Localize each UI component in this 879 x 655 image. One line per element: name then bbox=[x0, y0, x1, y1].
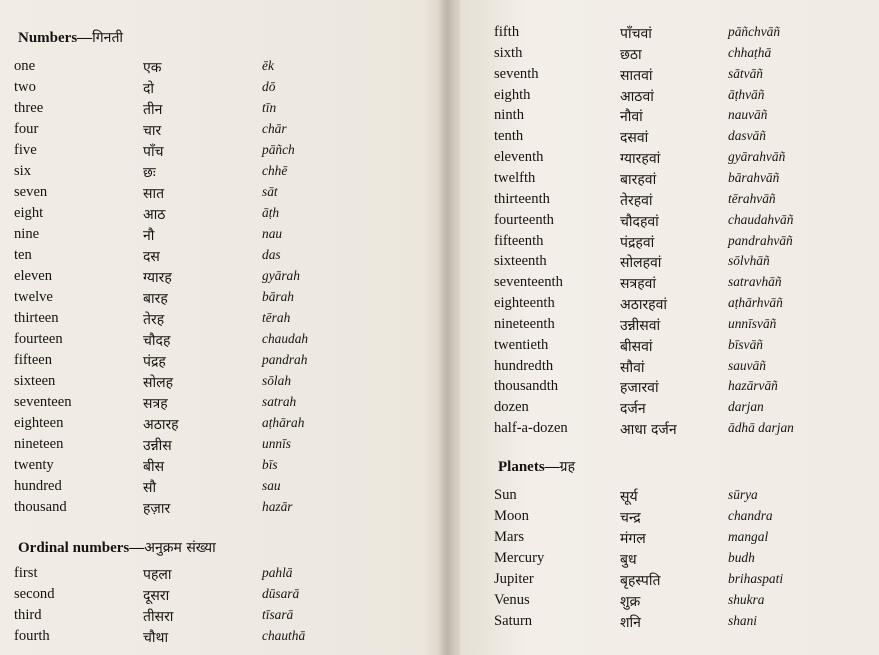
section-title-en: Ordinal numbers bbox=[18, 540, 130, 556]
right-page bbox=[458, 0, 879, 655]
hindi-word: सौवां bbox=[620, 359, 645, 376]
english-word: sixteenth bbox=[494, 253, 547, 270]
vocab-row bbox=[0, 100, 440, 121]
hindi-word: पंद्रहवां bbox=[620, 234, 655, 251]
english-word: half-a-dozen bbox=[494, 420, 568, 437]
vocab-row bbox=[458, 253, 879, 274]
hindi-word: आठ bbox=[143, 207, 166, 223]
english-word: Mars bbox=[494, 529, 524, 545]
section-title: Numbers—गिनती bbox=[18, 30, 124, 46]
hindi-word: दर्जन bbox=[620, 401, 646, 418]
vocab-row bbox=[0, 499, 440, 520]
english-word: tenth bbox=[494, 128, 524, 145]
vocab-row bbox=[458, 24, 879, 45]
hindi-word: दस bbox=[143, 249, 160, 265]
transliteration: pandrah bbox=[262, 352, 308, 367]
english-word: twentieth bbox=[494, 336, 549, 353]
english-word: fourteen bbox=[14, 331, 63, 347]
transliteration: sātvāñ bbox=[728, 65, 763, 81]
vocab-row bbox=[458, 529, 879, 550]
vocab-row bbox=[458, 358, 879, 379]
transliteration: aṭhārhvāñ bbox=[728, 295, 783, 311]
english-word: nine bbox=[14, 226, 40, 242]
hindi-word: नौ bbox=[143, 228, 155, 244]
hindi-word: ग्यारह bbox=[143, 270, 172, 286]
section-title-hi: ग्रह bbox=[559, 459, 576, 475]
hindi-word: पंद्रह bbox=[143, 354, 166, 370]
hindi-word: सत्रहवां bbox=[620, 276, 657, 293]
section-title: Planets—ग्रह bbox=[498, 459, 576, 475]
vocab-row bbox=[0, 415, 440, 436]
english-word: ten bbox=[14, 247, 32, 263]
english-word: thousandth bbox=[494, 378, 559, 395]
transliteration: tērah bbox=[262, 310, 291, 325]
transliteration: shukra bbox=[728, 592, 765, 607]
hindi-word: तेरहवां bbox=[620, 192, 653, 209]
english-word: Moon bbox=[494, 508, 529, 524]
vocab-row bbox=[0, 79, 440, 100]
vocab-row bbox=[0, 565, 440, 586]
vocab-row bbox=[458, 487, 879, 508]
transliteration: chandra bbox=[728, 508, 773, 523]
transliteration: pāñchvāñ bbox=[728, 24, 781, 39]
transliteration: hazārvāñ bbox=[728, 378, 778, 394]
vocab-row bbox=[0, 289, 440, 310]
transliteration: tīsarā bbox=[262, 607, 294, 622]
transliteration: satravhāñ bbox=[728, 274, 782, 290]
hindi-word: उन्नीस bbox=[143, 438, 172, 454]
vocab-row bbox=[458, 212, 879, 233]
hindi-word: पहला bbox=[143, 567, 172, 583]
english-word: seventh bbox=[494, 65, 539, 82]
transliteration: sauvāñ bbox=[728, 357, 766, 373]
transliteration: sōlvhāñ bbox=[728, 253, 770, 269]
vocab-row bbox=[458, 337, 879, 358]
transliteration: chaudahvāñ bbox=[728, 211, 794, 227]
english-word: twelve bbox=[14, 289, 53, 305]
english-word: thirteen bbox=[14, 310, 59, 326]
transliteration: chauthā bbox=[262, 628, 306, 643]
vocab-row bbox=[458, 508, 879, 529]
english-word: hundredth bbox=[494, 357, 554, 374]
hindi-word: तीसरा bbox=[143, 609, 174, 625]
hindi-word: पाँच bbox=[143, 144, 164, 160]
hindi-word: बारहवां bbox=[620, 171, 657, 188]
transliteration: bīsvāñ bbox=[728, 336, 763, 352]
hindi-word: बारह bbox=[143, 291, 168, 307]
vocab-row bbox=[458, 45, 879, 66]
hindi-word: सोलह bbox=[143, 375, 174, 391]
english-word: second bbox=[14, 586, 55, 602]
section-title-hi: गिनती bbox=[92, 30, 124, 46]
hindi-word: नौवां bbox=[620, 109, 643, 126]
section-title-hi: अनुक्रम संख्या bbox=[144, 540, 216, 556]
hindi-word: दो bbox=[143, 81, 155, 97]
english-word: twenty bbox=[14, 457, 54, 473]
transliteration: sūrya bbox=[728, 487, 758, 502]
vocab-row bbox=[0, 457, 440, 478]
vocab-row bbox=[458, 128, 879, 149]
vocab-row bbox=[0, 628, 440, 649]
hindi-word: पाँचवां bbox=[620, 26, 652, 42]
transliteration: chār bbox=[262, 121, 287, 136]
english-word: eleventh bbox=[494, 149, 544, 166]
english-word: sixteen bbox=[14, 373, 56, 389]
vocab-row bbox=[458, 550, 879, 571]
transliteration: ēk bbox=[262, 58, 274, 73]
english-word: twelfth bbox=[494, 169, 536, 186]
english-word: six bbox=[14, 163, 32, 179]
english-word: sixth bbox=[494, 44, 523, 61]
transliteration: chhaṭhā bbox=[728, 44, 772, 60]
english-word: two bbox=[14, 79, 36, 95]
vocab-row bbox=[458, 592, 879, 613]
hindi-word: एक bbox=[143, 60, 162, 76]
english-word: third bbox=[14, 607, 42, 623]
hindi-word: तेरह bbox=[143, 312, 165, 328]
hindi-word: सूर्य bbox=[620, 489, 638, 505]
hindi-word: उन्नीसवां bbox=[620, 317, 661, 334]
english-word: seven bbox=[14, 184, 48, 200]
vocab-row bbox=[0, 586, 440, 607]
vocab-row bbox=[0, 331, 440, 352]
transliteration: chhē bbox=[262, 163, 288, 178]
hindi-word: सोलहवां bbox=[620, 255, 662, 272]
vocab-row bbox=[458, 378, 879, 399]
transliteration: pandrahvāñ bbox=[728, 232, 793, 248]
hindi-word: सत्रह bbox=[143, 396, 168, 412]
english-word: thousand bbox=[14, 499, 67, 515]
transliteration: ādhā darjan bbox=[728, 420, 794, 436]
vocab-row bbox=[0, 163, 440, 184]
hindi-word: शनि bbox=[620, 615, 641, 631]
english-word: five bbox=[14, 142, 37, 158]
vocab-row bbox=[458, 87, 879, 108]
transliteration: shani bbox=[728, 613, 758, 628]
hindi-word: ग्यारहवां bbox=[620, 151, 661, 168]
hindi-word: शुक्र bbox=[620, 594, 641, 610]
english-word: eleven bbox=[14, 268, 53, 284]
hindi-word: छठा bbox=[620, 46, 642, 63]
vocab-row bbox=[458, 233, 879, 254]
english-word: Jupiter bbox=[494, 571, 534, 587]
hindi-word: बुध bbox=[620, 552, 637, 568]
hindi-word: सातवां bbox=[620, 67, 653, 84]
transliteration: āṭh bbox=[262, 205, 280, 220]
english-word: eighth bbox=[494, 86, 531, 103]
vocab-row bbox=[458, 613, 879, 634]
hindi-word: चौदह bbox=[143, 333, 171, 349]
english-word: seventeenth bbox=[494, 274, 563, 291]
hindi-word: अठारहवां bbox=[620, 297, 668, 314]
section-title-en: Planets bbox=[498, 459, 545, 475]
vocab-row bbox=[0, 436, 440, 457]
english-word: fourteenth bbox=[494, 211, 554, 228]
transliteration: mangal bbox=[728, 529, 769, 544]
hindi-word: दसवां bbox=[620, 130, 649, 147]
english-word: dozen bbox=[494, 399, 529, 416]
english-word: seventeen bbox=[14, 394, 72, 410]
vocab-row bbox=[458, 170, 879, 191]
hindi-word: मंगल bbox=[620, 531, 646, 547]
vocab-row bbox=[458, 191, 879, 212]
hindi-word: हज़ार bbox=[143, 501, 171, 517]
hindi-word: चन्द्र bbox=[620, 510, 641, 526]
transliteration: tērahvāñ bbox=[728, 190, 776, 206]
transliteration: bārahvāñ bbox=[728, 169, 780, 185]
transliteration: sau bbox=[262, 478, 281, 493]
vocab-row bbox=[0, 268, 440, 289]
english-word: first bbox=[14, 565, 38, 581]
hindi-word: हजारवां bbox=[620, 380, 659, 397]
vocab-row bbox=[458, 274, 879, 295]
vocab-row bbox=[0, 205, 440, 226]
vocab-row bbox=[0, 121, 440, 142]
vocab-row bbox=[0, 607, 440, 628]
transliteration: āṭhvāñ bbox=[728, 86, 765, 102]
transliteration: aṭhārah bbox=[262, 415, 305, 430]
english-word: eight bbox=[14, 205, 44, 221]
transliteration: chaudah bbox=[262, 331, 309, 346]
hindi-word: आठवां bbox=[620, 88, 654, 105]
english-word: nineteenth bbox=[494, 315, 555, 332]
vocab-row bbox=[458, 399, 879, 420]
vocab-row bbox=[0, 184, 440, 205]
transliteration: das bbox=[262, 247, 281, 262]
transliteration: pahlā bbox=[262, 565, 293, 580]
section-title-en: Numbers bbox=[18, 30, 78, 46]
english-word: one bbox=[14, 58, 36, 74]
english-word: fifteenth bbox=[494, 232, 544, 249]
english-word: eighteen bbox=[14, 415, 64, 431]
transliteration: bārah bbox=[262, 289, 294, 304]
english-word: fifteen bbox=[14, 352, 53, 368]
english-word: hundred bbox=[14, 478, 62, 494]
vocab-row bbox=[0, 373, 440, 394]
page-gutter bbox=[438, 0, 460, 655]
transliteration: pāñch bbox=[262, 142, 295, 157]
transliteration: tīn bbox=[262, 100, 277, 115]
transliteration: gyārahvāñ bbox=[728, 149, 786, 165]
transliteration: dasvāñ bbox=[728, 128, 766, 144]
vocab-row bbox=[0, 478, 440, 499]
vocab-row bbox=[458, 571, 879, 592]
hindi-word: तीन bbox=[143, 102, 163, 118]
hindi-word: दूसरा bbox=[143, 588, 170, 604]
hindi-word: चौदहवां bbox=[620, 213, 659, 230]
transliteration: hazār bbox=[262, 499, 293, 514]
vocab-row bbox=[458, 420, 879, 441]
transliteration: unnīsvāñ bbox=[728, 315, 777, 331]
english-word: four bbox=[14, 121, 39, 137]
english-word: Mercury bbox=[494, 550, 545, 566]
transliteration: satrah bbox=[262, 394, 297, 409]
vocab-row bbox=[0, 310, 440, 331]
vocab-row bbox=[0, 226, 440, 247]
hindi-word: आधा दर्जन bbox=[620, 422, 677, 439]
hindi-word: बीस bbox=[143, 459, 165, 475]
hindi-word: चार bbox=[143, 123, 162, 139]
hindi-word: चौथा bbox=[143, 630, 169, 646]
vocab-row bbox=[0, 142, 440, 163]
hindi-word: सौ bbox=[143, 480, 157, 496]
vocab-row bbox=[0, 247, 440, 268]
transliteration: gyārah bbox=[262, 268, 300, 283]
english-word: thirteenth bbox=[494, 190, 550, 207]
vocab-row bbox=[458, 149, 879, 170]
vocab-row bbox=[458, 295, 879, 316]
vocab-row bbox=[458, 107, 879, 128]
section-title: Ordinal numbers—अनुक्रम संख्या bbox=[18, 540, 216, 556]
transliteration: sōlah bbox=[262, 373, 292, 388]
transliteration: dō bbox=[262, 79, 276, 94]
vocab-row bbox=[0, 352, 440, 373]
transliteration: unnīs bbox=[262, 436, 292, 451]
english-word: nineteen bbox=[14, 436, 64, 452]
vocab-row bbox=[458, 66, 879, 87]
hindi-word: बीसवां bbox=[620, 338, 653, 355]
transliteration: dūsarā bbox=[262, 586, 300, 601]
transliteration: darjan bbox=[728, 399, 764, 415]
english-word: eighteenth bbox=[494, 295, 555, 312]
vocab-row bbox=[458, 316, 879, 337]
english-word: Venus bbox=[494, 592, 530, 608]
vocab-row bbox=[0, 394, 440, 415]
transliteration: nauvāñ bbox=[728, 107, 768, 123]
english-word: three bbox=[14, 100, 44, 116]
english-word: fifth bbox=[494, 24, 520, 40]
hindi-word: अठारह bbox=[143, 417, 179, 433]
transliteration: sāt bbox=[262, 184, 278, 199]
hindi-word: सात bbox=[143, 186, 165, 202]
hindi-word: छः bbox=[143, 165, 156, 181]
english-word: Sun bbox=[494, 487, 517, 503]
transliteration: bīs bbox=[262, 457, 278, 472]
vocab-row bbox=[0, 58, 440, 79]
transliteration: budh bbox=[728, 550, 755, 565]
english-word: fourth bbox=[14, 628, 50, 644]
english-word: ninth bbox=[494, 107, 524, 124]
hindi-word: बृहस्पति bbox=[620, 573, 661, 589]
english-word: Saturn bbox=[494, 613, 533, 629]
transliteration: brihaspati bbox=[728, 571, 784, 586]
transliteration: nau bbox=[262, 226, 283, 241]
